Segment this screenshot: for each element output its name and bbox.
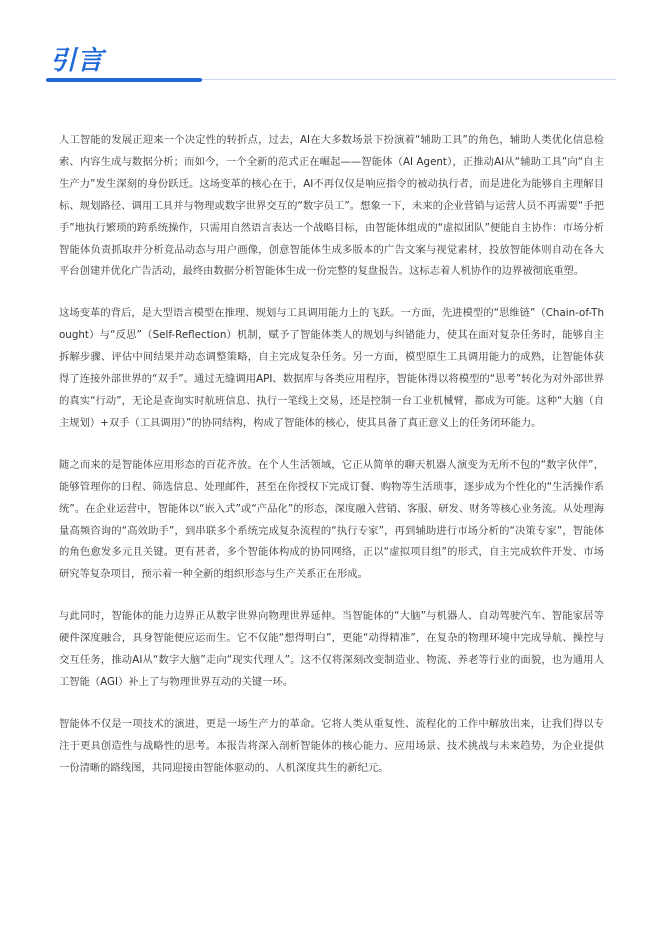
- paragraph-1: 人工智能的发展正迎来一个决定性的转折点，过去，AI在大多数场景下扮演着“辅助工具”的角色，辅助人类优化信息检索、内容生成与数据分析；而如今，一个全新的范式正在崛起——智能体（AI Agent），正推动AI从“辅助工具”向“自主生产力”发生深刻的身份跃迁。这场变革的核心在于，AI不再仅仅是响应指令的被动执行者，而是进化为能够自主理解目标、规划路径、调用工具并与物理或数字世界交互的“数字员工”。想象一下，未来的企业营销与运营人员不再需要“手把手”地执行繁琐的跨系统操作，只需用自然语言表达一个战略目标，由智能体组成的“虚拟团队”便能自主协作：市场分析智能体负责抓取并分析竞品动态与用户画像，创意智能体生成多版本的广告文案与视觉素材，投放智能体则自动在各大平台创建并优化广告活动，最终由数据分析智能体生成一份完整的复盘报告。这标志着人机协作的边界被彻底重塑。: [59, 134, 604, 278]
- title-accent-bar: [46, 78, 202, 82]
- paragraph-5: 智能体不仅是一项技术的演进，更是一场生产力的革命。它将人类从重复性、流程化的工作中解放出来，让我们得以专注于更具创造性与战略性的思考。本报告将深入剖析智能体的核心能力、应用场景、技术挑战与未来趋势，为企业提供一份清晰的路线图，共同迎接由智能体驱动的、人机深度共生的新纪元。: [59, 717, 604, 774]
- page-header: [44, 40, 614, 90]
- body-text: [59, 130, 604, 800]
- paragraph-2: 这场变革的背后，是大型语言模型在推理、规划与工具调用能力上的飞跃。一方面，先进模型的“思维链”（Chain-of-Thought）与“反思”（Self-Reflection）机制，赋予了智能体类人的规划与纠错能力，使其在面对复杂任务时，能够自主拆解步骤、评估中间结果并动态调整策略，自主完成复杂任务。另一方面，模型原生工具调用能力的成熟，让智能体获得了连接外部世界的“双手”。通过无缝调用API、数据库与各类应用程序，智能体得以将模型的“思考”转化为对外部世界的真实“行动”，无论是查询实时航班信息、执行一笔线上交易，还是控制一台工业机械臂，都成为可能。这种“大脑（自主规划）+双手（工具调用）”的协同结构，构成了智能体的核心，使其具备了真正意义上的任务闭环能力。: [59, 307, 604, 429]
- paragraph-3: 随之而来的是智能体应用形态的百花齐放。在个人生活领域，它正从简单的聊天机器人演变为无所不包的“数字伙伴”，能够管理你的日程、筛选信息、处理邮件，甚至在你授权下完成订餐、购物等生活琐事，逐步成为个性化的“生活操作系统”。在企业运营中，智能体以“嵌入式”或“产品化”的形态，深度融入营销、客服、研发、财务等核心业务流。从处理海量高频咨询的“高效助手”，到串联多个系统完成复杂流程的“执行专家”，再到辅助进行市场分析的“决策专家”，智能体的角色愈发多元且关键。更有甚者，多个智能体构成的协同网络，正以“虚拟项目组”的形式，自主完成软件开发、市场研究等复杂项目，预示着一种全新的组织形态与生产关系正在形成。: [59, 458, 604, 581]
- page-title: 引言: [50, 46, 105, 76]
- paragraph-4: 与此同时，智能体的能力边界正从数字世界向物理世界延伸。当智能体的“大脑”与机器人、自动驾驶汽车、智能家居等硬件深度融合，具身智能便应运而生。它不仅能“想得明白”，更能“动得精准”，在复杂的物理环境中完成导航、操控与交互任务，推动AI从“数字大脑”走向“现实代理人”。这不仅将深刻改变制造业、物流、养老等行业的面貌，也为通用人工智能（AGI）补上了与物理世界互动的关键一环。: [59, 610, 604, 688]
